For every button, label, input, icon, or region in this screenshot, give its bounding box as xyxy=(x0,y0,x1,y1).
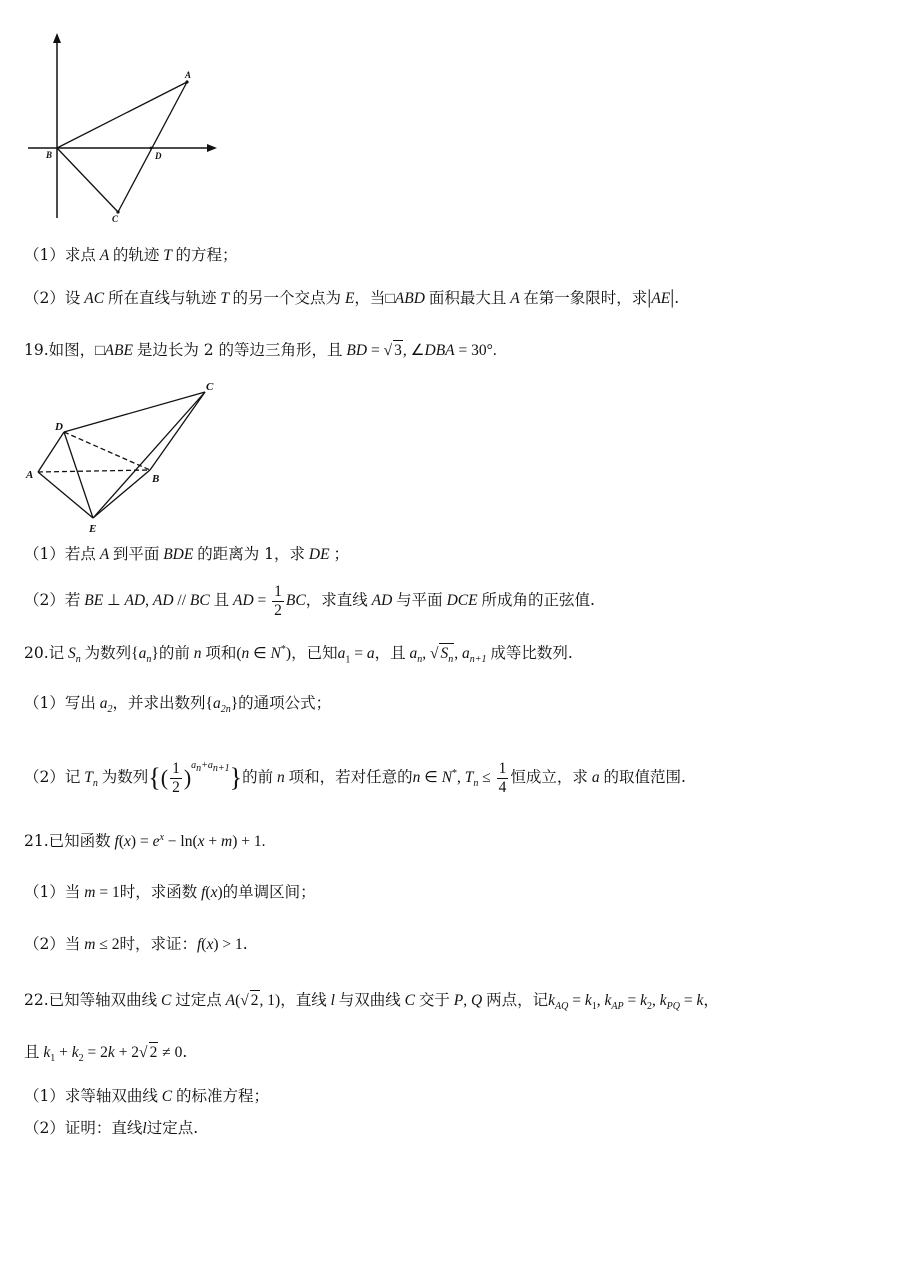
segment-BA xyxy=(57,82,187,148)
q20-part2: （2）记 $T_n$ 为数列{( $\frac{1}{2}$ )$^{a_n+a_{n+1}}$}的前 n 项和，若对任意的n ∈ N*, $T_n$ ≤ $\frac{1}{4}$ 恒成立，求 a 的取值范围. xyxy=(24,760,686,796)
q21-part1: （1）当 m = 1时，求函数 f(x)的单调区间； xyxy=(24,883,316,901)
y-axis-arrow xyxy=(53,33,61,43)
q19-part2: （2）若 BE ⊥ AD, AD // BC 且 AD = $\frac{1}{2}$ BC，求直线 AD 与平面 DCE 所成角的正弦值. xyxy=(24,583,595,619)
figure-coordinate-diagram xyxy=(20,30,230,225)
point-A xyxy=(185,80,188,83)
label-D: D xyxy=(155,151,162,161)
label-A: A xyxy=(185,70,192,80)
q20-part1: （1）写出 $a_2$，并求出数列$\{a_{2n}\}$的通项公式； xyxy=(24,694,332,716)
edge-AB xyxy=(38,470,150,472)
q18-part2: （2）设 AC 所在直线与轨迹 T 的另一个交点为 E，当□ABD 面积最大且 A 在第一象限时，求|AE|. xyxy=(24,286,680,308)
q19-stem: 19.如图，□ABE 是边长为 2 的等边三角形，且 BD = √ 3, ∠DBA = 30°. xyxy=(24,341,497,359)
q18-part1: （1）求点 A 的轨迹 T 的方程； xyxy=(24,246,238,264)
q19-part1: （1）若点 A 到平面 BDE 的距离为 1，求 DE ； xyxy=(24,545,349,563)
segment-BC xyxy=(57,148,118,212)
segment-AC xyxy=(118,82,187,212)
q22-part2: （2）证明：直线l过定点. xyxy=(24,1119,199,1137)
edge-DA xyxy=(38,432,64,472)
point-D xyxy=(150,147,153,150)
label-D: D xyxy=(55,421,63,433)
q22-part1: （1）求等轴双曲线 C 的标准方程； xyxy=(24,1087,269,1105)
x-axis-arrow xyxy=(207,144,217,152)
edge-DC xyxy=(64,392,205,432)
label-B: B xyxy=(152,473,160,485)
edge-DB xyxy=(64,432,150,470)
label-B: B xyxy=(46,150,53,160)
q22-stem-line1: 22.已知等轴双曲线 C 过定点 A(√ 2, 1)，直线 l 与双曲线 C 交于 P, Q 两点，记$k_{AQ} = k_1$, $k_{AP} = k_2$, $k_{PQ} = k$， xyxy=(24,991,719,1013)
q21-stem: 21.已知函数 $f(x) = e^x - \ln(x + m) + 1$. xyxy=(24,832,266,851)
edge-EB xyxy=(93,470,150,518)
q20-stem: 20.记 $S_n$ 为数列$\{a_n\}$的前 n 项和(n ∈ N*)，已知$a_1 = a$，且 $a_n$, √ $S_n$, $a_{n+1}$ 成等比数列. xyxy=(24,640,573,670)
label-E: E xyxy=(89,523,97,535)
label-A: A xyxy=(26,469,34,481)
label-C: C xyxy=(206,381,214,393)
q21-part2: （2）当 m ≤ 2时，求证：f(x) > 1. xyxy=(24,935,248,953)
figure-pyramid-diagram xyxy=(20,378,230,538)
label-C: C xyxy=(112,214,119,224)
q22-stem-line2: 且 $k_1 + k_2 = 2k + 2√$ 2 ≠ 0. xyxy=(24,1043,188,1065)
edge-BC xyxy=(150,392,205,470)
edge-EC xyxy=(93,392,205,518)
